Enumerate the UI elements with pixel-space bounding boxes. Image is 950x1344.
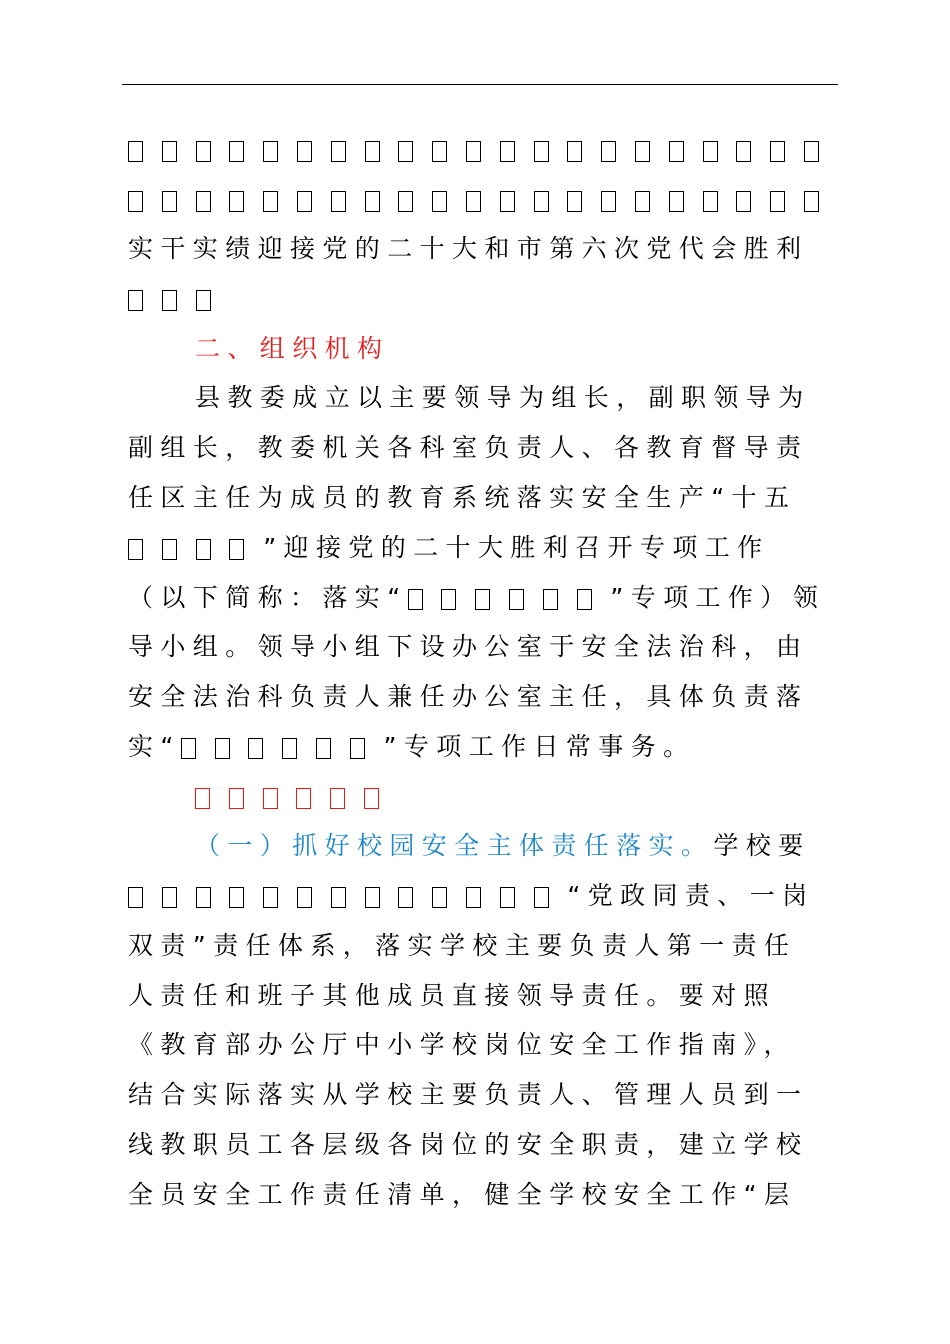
missing-glyph-run bbox=[128, 887, 567, 908]
missing-glyph-box bbox=[432, 191, 447, 212]
missing-glyph-run bbox=[128, 141, 838, 162]
missing-glyph-box bbox=[577, 589, 592, 610]
paragraph-1-line-8 bbox=[128, 727, 828, 767]
missing-glyph-box bbox=[669, 141, 684, 162]
missing-glyph-box bbox=[534, 887, 549, 908]
missing-glyph-box bbox=[248, 738, 263, 759]
missing-glyph-box bbox=[466, 887, 481, 908]
header-rule bbox=[122, 84, 838, 85]
text-line-4 bbox=[128, 279, 828, 319]
missing-glyph-box bbox=[500, 191, 515, 212]
missing-glyph-box bbox=[635, 141, 650, 162]
missing-glyph-box bbox=[601, 141, 616, 162]
missing-glyph-box bbox=[128, 290, 143, 311]
paragraph-1-line-5-pre: （以下简称：落实“ bbox=[128, 583, 408, 612]
missing-glyph-box bbox=[475, 589, 490, 610]
missing-glyph-box bbox=[441, 589, 456, 610]
missing-glyph-box bbox=[770, 141, 785, 162]
paragraph-1-line-5 bbox=[128, 578, 828, 618]
paragraph-1-line-8-pre: 实“ bbox=[128, 732, 181, 761]
missing-glyph-box bbox=[263, 887, 278, 908]
missing-glyph-box bbox=[229, 191, 244, 212]
paragraph-1-line-4-text: ”迎接党的二十大胜利召开专项工作 bbox=[263, 533, 770, 562]
missing-glyph-box bbox=[543, 589, 558, 610]
paragraph-2-line-4: 人责任和班子其他成员直接领导责任。要对照 bbox=[128, 981, 777, 1010]
missing-glyph-box bbox=[297, 141, 312, 162]
missing-glyph-box bbox=[196, 539, 211, 560]
paragraph-1-line-8-post: ”专项工作日常事务。 bbox=[383, 732, 696, 761]
missing-glyph-box bbox=[509, 589, 524, 610]
missing-glyph-box bbox=[128, 539, 143, 560]
text-line-3: 实干实绩迎接党的二十大和市第六次党代会胜利 bbox=[128, 234, 809, 263]
paragraph-2-line-8: 全员安全工作责任清单，健全学校安全工作“层 bbox=[128, 1180, 797, 1209]
subheading-1-continuation: 学校要 bbox=[713, 831, 811, 860]
paragraph-1-line-2: 副组长，教委机关各科室负责人、各教育督导责 bbox=[128, 433, 809, 462]
missing-glyph-box bbox=[703, 141, 718, 162]
missing-glyph-box bbox=[804, 191, 819, 212]
missing-glyph-box bbox=[162, 141, 177, 162]
missing-glyph-run bbox=[408, 589, 611, 610]
missing-glyph-box bbox=[466, 141, 481, 162]
missing-glyph-box bbox=[703, 191, 718, 212]
paragraph-1-line-5-post: ”专项工作）领 bbox=[610, 583, 826, 612]
missing-glyph-box bbox=[432, 887, 447, 908]
missing-glyph-box bbox=[296, 788, 311, 809]
missing-glyph-box bbox=[331, 191, 346, 212]
missing-glyph-run bbox=[128, 290, 229, 311]
text-line-1 bbox=[128, 130, 828, 170]
missing-glyph-box bbox=[736, 141, 751, 162]
missing-glyph-box bbox=[635, 191, 650, 212]
paragraph-2-line-2-text: “党政同责、一岗 bbox=[567, 881, 815, 910]
missing-glyph-box bbox=[466, 191, 481, 212]
missing-glyph-box bbox=[398, 191, 413, 212]
missing-glyph-box bbox=[364, 788, 379, 809]
missing-glyph-box bbox=[350, 738, 365, 759]
missing-glyph-box bbox=[162, 191, 177, 212]
paragraph-1-line-3: 任区主任为成员的教育系统落实安全生产“十五 bbox=[128, 483, 797, 512]
missing-glyph-box bbox=[229, 539, 244, 560]
missing-glyph-box bbox=[162, 290, 177, 311]
missing-glyph-box bbox=[669, 191, 684, 212]
missing-glyph-box bbox=[162, 539, 177, 560]
paragraph-1-line-4 bbox=[128, 528, 828, 568]
missing-glyph-box bbox=[408, 589, 423, 610]
paragraph-2-line-3: 双责”责任体系，落实学校主要负责人第一责任 bbox=[128, 931, 797, 960]
missing-glyph-box bbox=[196, 290, 211, 311]
missing-glyph-box bbox=[316, 738, 331, 759]
missing-glyph-box bbox=[365, 141, 380, 162]
section-heading-organization: 二、组织机构 bbox=[195, 334, 390, 363]
missing-glyph-box bbox=[297, 887, 312, 908]
missing-glyph-box bbox=[601, 191, 616, 212]
missing-glyph-run bbox=[181, 738, 384, 759]
missing-glyph-box bbox=[330, 788, 345, 809]
missing-glyph-box bbox=[263, 191, 278, 212]
paragraph-2-line-7: 线教职员工各层级各岗位的安全职责，建立学校 bbox=[128, 1130, 809, 1159]
missing-glyph-run bbox=[128, 191, 838, 212]
missing-glyph-box bbox=[196, 887, 211, 908]
missing-glyph-run bbox=[195, 788, 398, 809]
paragraph-2-line-6: 结合实际落实从学校主要负责人、管理人员到一 bbox=[128, 1080, 809, 1109]
subheading-1-line bbox=[195, 826, 828, 866]
missing-glyph-box bbox=[736, 191, 751, 212]
missing-glyph-box bbox=[128, 141, 143, 162]
paragraph-2-line-2 bbox=[128, 876, 828, 916]
missing-glyph-box bbox=[398, 887, 413, 908]
paragraph-2-line-5: 《教育部办公厅中小学校岗位安全工作指南》， bbox=[128, 1030, 796, 1059]
missing-glyph-box bbox=[500, 141, 515, 162]
missing-glyph-box bbox=[263, 141, 278, 162]
missing-glyph-box bbox=[128, 191, 143, 212]
missing-glyph-box bbox=[162, 887, 177, 908]
missing-glyph-box bbox=[365, 191, 380, 212]
missing-glyph-box bbox=[398, 141, 413, 162]
missing-glyph-box bbox=[229, 887, 244, 908]
missing-glyph-box bbox=[567, 141, 582, 162]
paragraph-1-line-1: 县教委成立以主要领导为组长，副职领导为 bbox=[195, 383, 811, 412]
missing-glyph-box bbox=[181, 738, 196, 759]
paragraph-1-line-6: 导小组。领导小组下设办公室于安全法治科，由 bbox=[128, 632, 809, 661]
missing-glyph-box bbox=[331, 887, 346, 908]
missing-glyph-box bbox=[297, 191, 312, 212]
missing-glyph-box bbox=[567, 191, 582, 212]
missing-glyph-box bbox=[365, 887, 380, 908]
missing-glyph-box bbox=[196, 191, 211, 212]
missing-glyph-box bbox=[331, 141, 346, 162]
text-line-2 bbox=[128, 180, 828, 220]
missing-glyph-run bbox=[128, 539, 263, 560]
missing-glyph-box bbox=[804, 141, 819, 162]
missing-glyph-box bbox=[229, 788, 244, 809]
missing-glyph-box bbox=[534, 191, 549, 212]
missing-glyph-box bbox=[196, 141, 211, 162]
paragraph-1-line-7: 安全法治科负责人兼任办公室主任，具体负责落 bbox=[128, 682, 809, 711]
missing-glyph-box bbox=[500, 887, 515, 908]
missing-glyph-box bbox=[282, 738, 297, 759]
missing-glyph-box bbox=[534, 141, 549, 162]
subheading-1: （一）抓好校园安全主体责任落实。 bbox=[195, 831, 714, 860]
missing-glyph-box bbox=[215, 738, 230, 759]
missing-glyph-box bbox=[128, 887, 143, 908]
missing-glyph-box bbox=[770, 191, 785, 212]
missing-glyph-box bbox=[432, 141, 447, 162]
section-heading-3 bbox=[195, 777, 828, 817]
missing-glyph-box bbox=[229, 141, 244, 162]
missing-glyph-box bbox=[195, 788, 210, 809]
missing-glyph-box bbox=[263, 788, 278, 809]
